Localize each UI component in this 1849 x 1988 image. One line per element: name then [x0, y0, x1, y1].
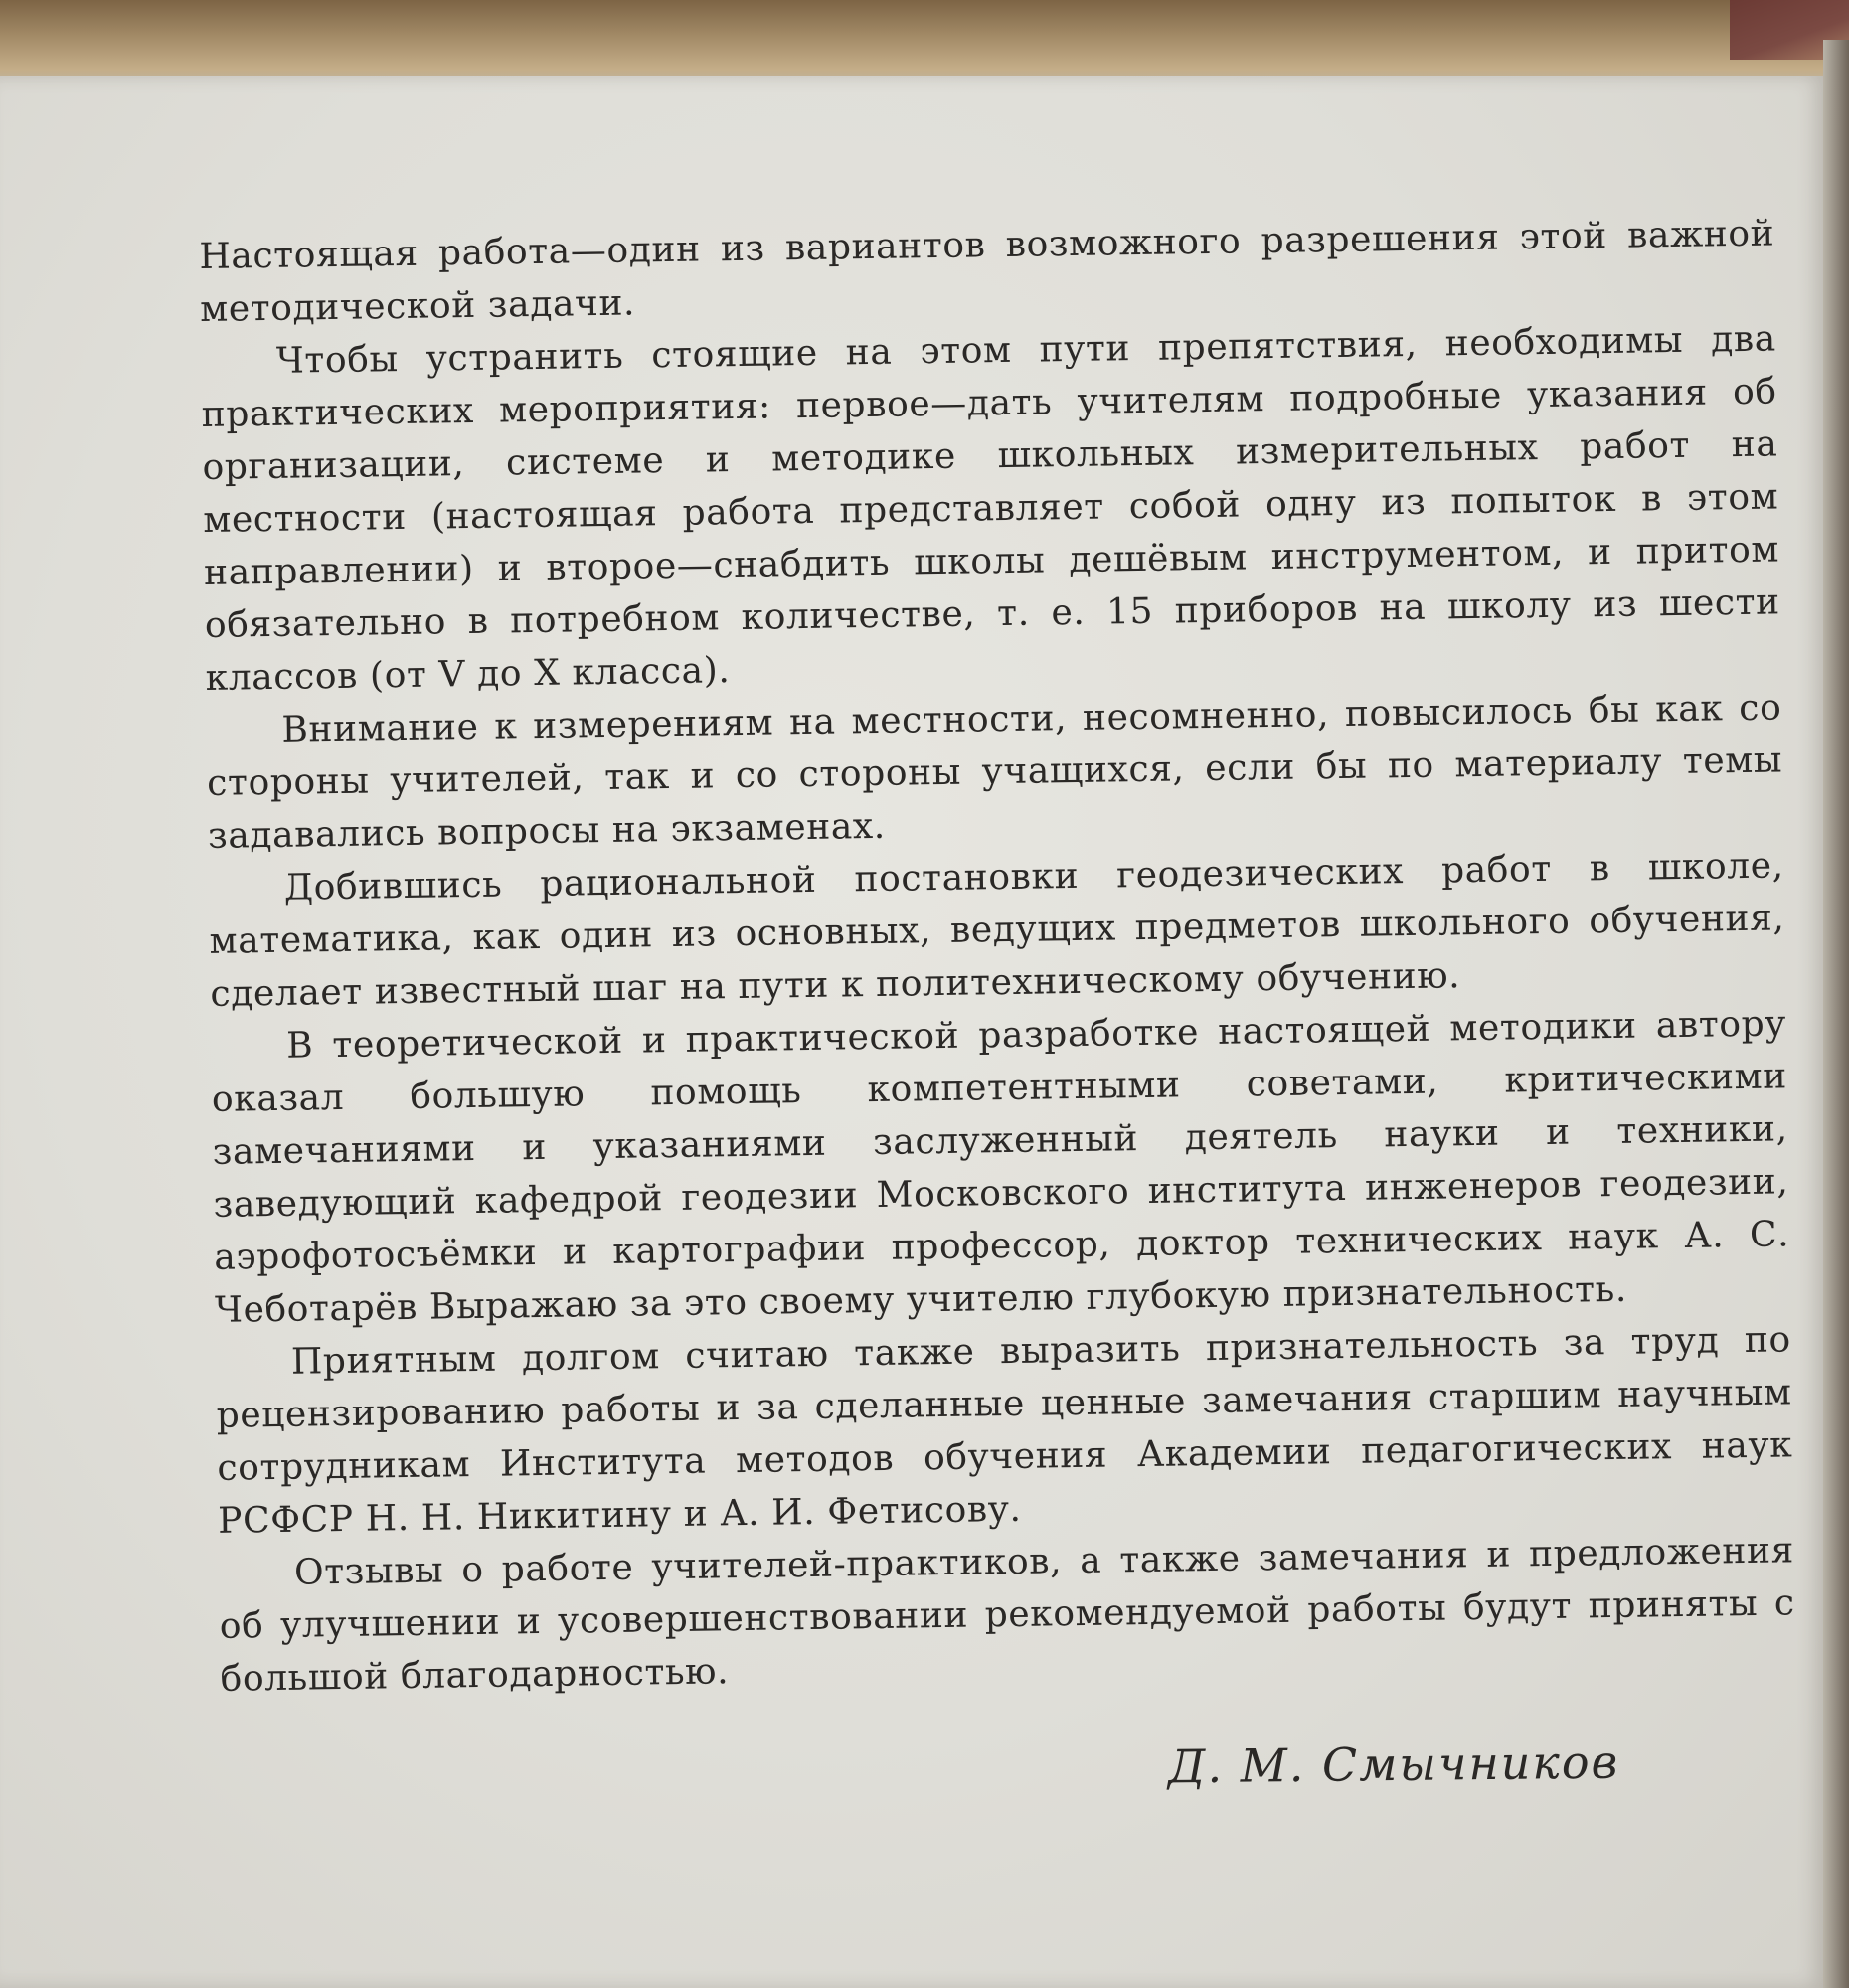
- paragraph-intro: Настоящая работа—один из вариантов возможного разрешения этой важной методической задачи.: [199, 213, 1775, 330]
- paragraph-feedback: Отзывы о работе учителей-практиков, а также замечания и предложения об улучшении и усовершенствовании рекомендуемой работы будут приняты с большой благодарностью.: [219, 1530, 1795, 1700]
- body-text: [199, 207, 1796, 1705]
- paragraph-acknowledgement-chebotarev: В теоретической и практической разработке настоящей методики автору оказал большую помощь компетентными советами, критическими замечаниями и указаниями заслуженный деятель науки и техники, заведующий кафедрой геодезии Московского института инженеров геодезии, аэрофотосъёмки и картографии профессор, доктор технических наук А. С. Чеботарёв Выражаю за это своему учителю глубокую признательность.: [211, 1003, 1790, 1331]
- book-cover-edge: [0, 0, 1849, 82]
- paragraph-exams: Внимание к измерениям на местности, несомненно, повысилось бы как со стороны учителей, так и со стороны учащихся, если бы по материалу темы задавались вопросы на экзаменах.: [206, 687, 1783, 857]
- author-signature: Д. М. Смычников: [1167, 1735, 1620, 1794]
- page-stack-edge: [1823, 40, 1849, 1988]
- paragraph-acknowledgement-reviewers: Приятным долгом считаю также выразить признательность за труд по рецензированию работы и за сделанные ценные замечания старшим научным сотрудникам Института методов обучения Академии педагогических наук РСФСР Н. Н. Никитину и А. И. Фетисову.: [216, 1319, 1793, 1542]
- paragraph-polytechnic: Добившись рациональной постановки геодезических работ в школе, математика, как один из основных, ведущих предметов школьного обучения, сделает известный шаг на пути к политехническому обучению.: [209, 845, 1785, 1015]
- paragraph-measures: Чтобы устранить стоящие на этом пути препятствия, необходимы два практических мероприятия: первое—дать учителям подробные указания об организации, системе и методике школьных измерительных работ на местности (настоящая работа представляет собой одну из попыток в этом направлении) и второе—снабдить школы дешёвым инструментом, и притом обязательно в потребном количестве, т. е. 15 приборов на школу из шести классов (от V до X класса).: [201, 318, 1781, 699]
